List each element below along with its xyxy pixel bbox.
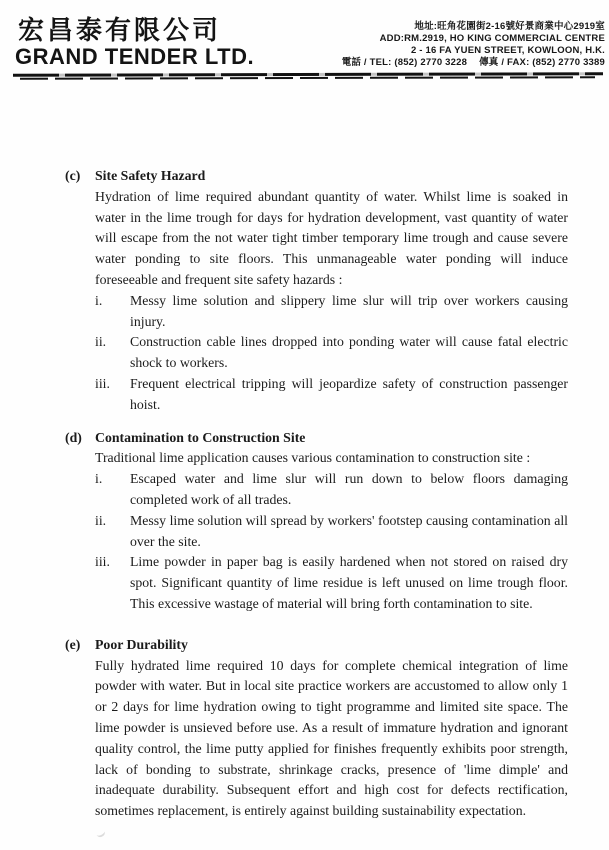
section-heading bbox=[65, 166, 568, 187]
list-item-marker: ii. bbox=[95, 512, 107, 528]
divider-line-lower bbox=[20, 76, 595, 80]
section-content bbox=[95, 656, 568, 822]
section-poor-durability bbox=[65, 635, 568, 822]
section-label: (d) bbox=[65, 429, 82, 445]
list-item-text: Construction cable lines dropped into ponding water will cause fatal electric shock to workers. bbox=[130, 334, 568, 371]
list-item bbox=[95, 469, 568, 511]
letterhead-address-block bbox=[342, 21, 605, 69]
address-line-english-2: 2 - 16 FA YUEN STREET, KOWLOON, H.K. bbox=[410, 45, 605, 56]
section-content bbox=[95, 448, 568, 614]
list-item bbox=[95, 552, 568, 614]
list-item-marker: i. bbox=[95, 471, 103, 487]
scan-artifact-mark bbox=[95, 827, 107, 838]
list-item bbox=[95, 332, 568, 374]
section-intro-paragraph: Hydration of lime required abundant quantity of water. Whilst lime is soaked in water in the lime trough for days for hydration development, vast quantity of water will escape from the not water tight timber temporary lime trough and cause severe water ponding to site floors. This unmanageable water ponding will induce foreseeable and frequent site safety hazards : bbox=[95, 188, 568, 287]
address-line-english-1: ADD:RM.2919, HO KING COMMERCIAL CENTRE bbox=[379, 33, 605, 44]
list-item bbox=[95, 511, 568, 553]
list-item-text: Frequent electrical tripping will jeopardize safety of construction passenger hoist. bbox=[130, 375, 568, 412]
document-body bbox=[65, 166, 568, 822]
list-item-marker: i. bbox=[95, 292, 103, 308]
list-item-marker: iii. bbox=[95, 375, 110, 391]
fax-number: 傳真 / FAX: (852) 2770 3389 bbox=[479, 57, 605, 68]
section-intro-paragraph: Traditional lime application causes various contamination to construction site : bbox=[95, 450, 531, 466]
list-item-text: Messy lime solution and slippery lime slur will trip over workers causing injury. bbox=[130, 292, 568, 329]
section-intro-paragraph: Fully hydrated lime required 10 days for complete chemical integration of lime powder with water. But in local site practice workers are accustomed to allow only 1 or 2 days for lime hydration owing to tight programme and limited site space. The lime powder is unsieved before use. As a result of immature hydration and ignorant quality control, the lime putty applied for finishes frequently exhibits poor strength, lack of bonding to substrate, shrinkage cracks, presence of 'lime dimple' and inadequate durability. Subsequent effort and high cost for defects rectification, sometimes replacement, is entirely against building sustainability expectation. bbox=[95, 657, 568, 819]
section-title: Contamination to Construction Site bbox=[95, 429, 306, 445]
section-title: Site Safety Hazard bbox=[95, 168, 206, 183]
list-item bbox=[95, 374, 568, 416]
address-line-chinese: 地址:旺角花園街2-16號好景商業中心2919室 bbox=[414, 21, 605, 32]
section-content bbox=[95, 187, 568, 416]
company-name-english: GRAND TENDER LTD. bbox=[15, 44, 255, 69]
telephone-number: 電話 / TEL: (852) 2770 3228 bbox=[341, 57, 468, 68]
list-item-marker: iii. bbox=[95, 554, 110, 570]
tel-fax-line bbox=[342, 57, 605, 69]
list-item-text: Messy lime solution will spread by workers' footstep causing contamination all over the site. bbox=[130, 512, 568, 549]
section-heading bbox=[65, 428, 568, 449]
section-title: Poor Durability bbox=[95, 636, 188, 652]
letterhead-divider-rule bbox=[13, 72, 603, 82]
section-label: (c) bbox=[65, 168, 81, 183]
section-label: (e) bbox=[65, 636, 81, 652]
list-item bbox=[95, 291, 568, 333]
section-contamination bbox=[65, 428, 568, 615]
section-site-safety-hazard bbox=[65, 166, 568, 416]
list-item-marker: ii. bbox=[95, 334, 107, 350]
company-name-chinese: 宏昌泰有限公司 bbox=[18, 16, 222, 45]
section-heading bbox=[65, 635, 568, 656]
list-item-text: Escaped water and lime slur will run down to below floors damaging completed work of all trades. bbox=[130, 471, 568, 507]
list-item-text: Lime powder in paper bag is easily hardened when not stored on raised dry spot. Significant quantity of lime residue is left unused on lime trough floor. This excessive wastage of material will bring forth contamination to site. bbox=[130, 554, 568, 611]
